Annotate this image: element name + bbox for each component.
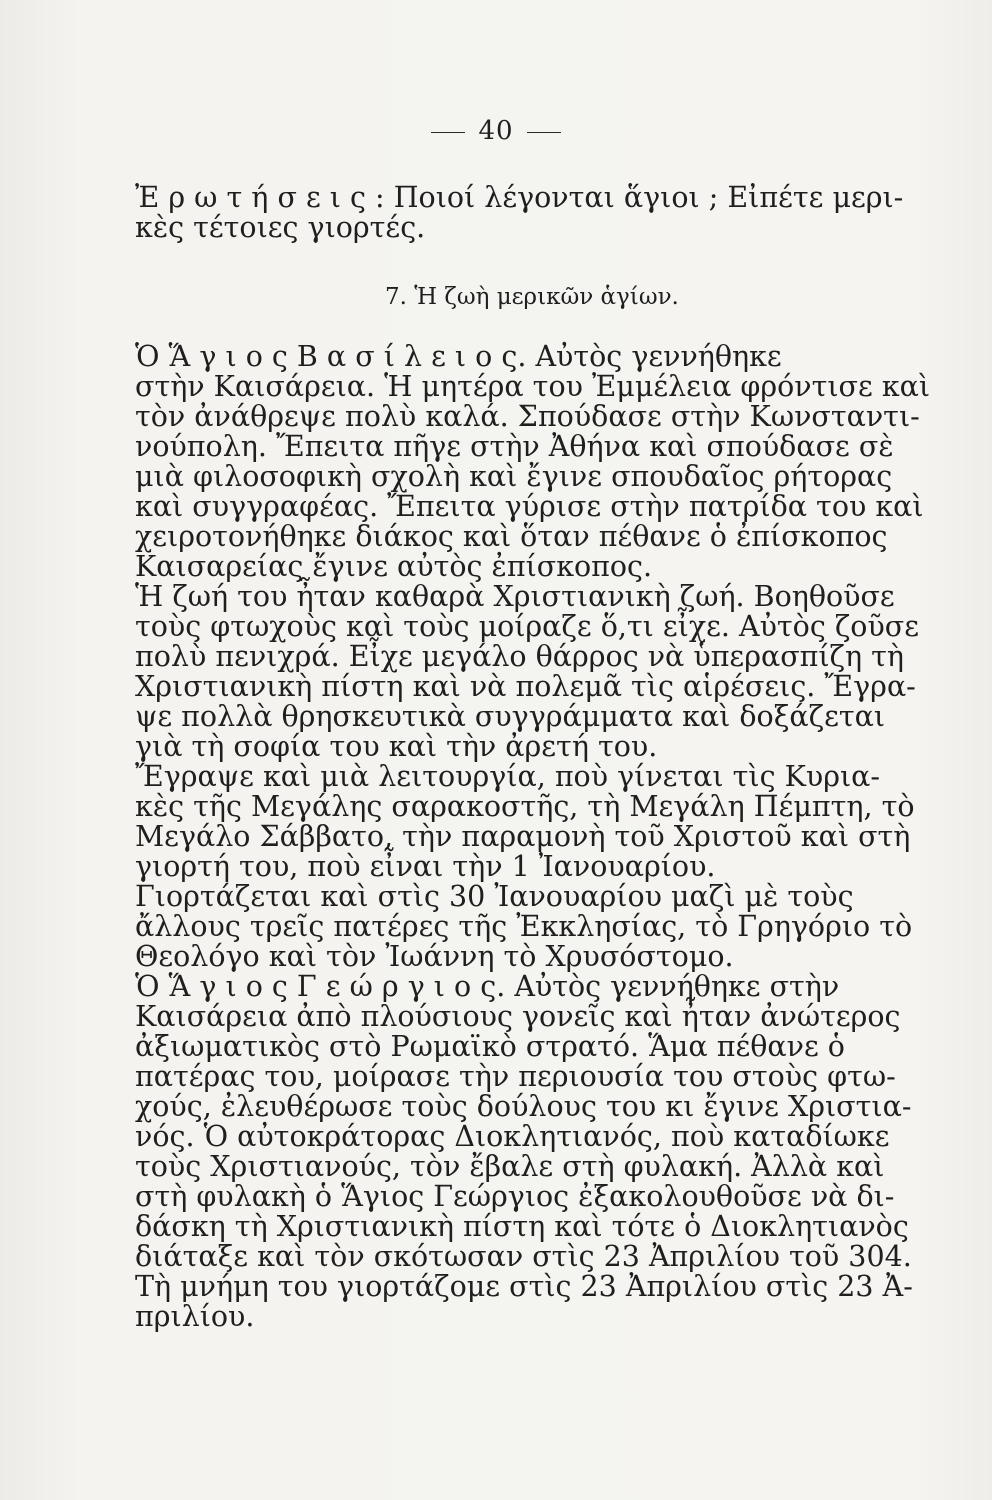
text-line: νός. Ὁ αὐτοκράτορας Διοκλητιανός, ποὺ καταδίωκε bbox=[135, 1120, 890, 1153]
text-line: Ὁ Ἅ γ ι ο ς Β α σ ί λ ε ι ο ς. Αὐτὸς γεννήθηκε bbox=[135, 340, 782, 373]
text-line: Ὁ Ἅ γ ι ο ς Γ ε ώ ρ γ ι ο ς. Αὐτὸς γεννήθηκε στὴν bbox=[135, 970, 840, 1003]
text-line: Ἡ ζωή του ἦταν καθαρὰ Χριστιανικὴ ζωή. Βοηθοῦσε bbox=[135, 580, 895, 613]
text-line: Τὴ μνήμη του γιορτάζομε στὶς 23 Ἀπριλίου στὶς 23 Ἀ- bbox=[135, 1270, 913, 1303]
questions-paragraph bbox=[135, 183, 965, 243]
body-text bbox=[135, 342, 965, 1332]
text-line: κὲς τῆς Μεγάλης σαρακοστῆς, τὴ Μεγάλη Πέμπτη, τὸ bbox=[135, 790, 915, 823]
page-number bbox=[0, 116, 992, 146]
text-line: γιὰ τὴ σοφία του καὶ τὴν ἀρετή του. bbox=[135, 730, 658, 763]
text-line: χειροτονήθηκε διάκος καὶ ὅταν πέθανε ὁ ἐπίσκοπος bbox=[135, 520, 888, 553]
text-line: δάσκη τὴ Χριστιανικὴ πίστη καὶ τότε ὁ Διοκλητιανὸς bbox=[135, 1210, 909, 1243]
text-line: Μεγάλο Σάββατο, τὴν παραμονὴ τοῦ Χριστοῦ καὶ στὴ bbox=[135, 820, 911, 853]
text-line: μιὰ φιλοσοφικὴ σχολὴ καὶ ἔγινε σπουδαῖος ρήτορας bbox=[135, 460, 893, 493]
text-line: νούπολη. Ἔπειτα πῆγε στὴν Ἀθήνα καὶ σπούδασε σὲ bbox=[135, 430, 894, 463]
text-line: καὶ συγγραφέας. Ἔπειτα γύρισε στὴν πατρίδα του καὶ bbox=[135, 490, 924, 523]
text-line: στὴν Καισάρεια. Ἡ μητέρα του Ἐμμέλεια φρόντισε καὶ bbox=[135, 370, 931, 403]
text-line: Θεολόγο καὶ τὸν Ἰωάννη τὸ Χρυσόστομο. bbox=[135, 940, 734, 973]
page-number-dash-right bbox=[527, 132, 561, 133]
text-line: ἀξιωματικὸς στὸ Ρωμαϊκὸ στρατό. Ἅμα πέθανε ὁ bbox=[135, 1030, 845, 1063]
text-line: χούς, ἐλευθέρωσε τοὺς δούλους του κι ἔγινε Χριστια- bbox=[135, 1090, 912, 1123]
text-line: τὸν ἀνάθρεψε πολὺ καλά. Σπούδασε στὴν Κωνσταντι- bbox=[135, 400, 920, 433]
page-number-value: 40 bbox=[478, 116, 514, 146]
text-line: ἄλλους τρεῖς πατέρες τῆς Ἐκκλησίας, τὸ Γρηγόριο τὸ bbox=[135, 910, 913, 943]
text-line: Ἔγραψε καὶ μιὰ λειτουργία, ποὺ γίνεται τὶς Κυρια- bbox=[135, 760, 881, 793]
section-heading: 7. Ἡ ζωὴ μερικῶν ἁγίων. bbox=[385, 284, 679, 310]
page-number-dash-left bbox=[431, 132, 465, 133]
text-line: Καισάρεια ἀπὸ πλούσιους γονεῖς καὶ ἦταν ἀνώτερος bbox=[135, 1000, 901, 1033]
text-line: πατέρας του, μοίρασε τὴν περιουσία του στοὺς φτω- bbox=[135, 1060, 896, 1093]
text-line: πριλίου. bbox=[135, 1300, 255, 1333]
text-line: Χριστιανικὴ πίστη καὶ νὰ πολεμᾶ τὶς αἱρέσεις. Ἔγρα- bbox=[135, 670, 916, 703]
text-line: στὴ φυλακὴ ὁ Ἅγιος Γεώργιος ἐξακολουθοῦσε νὰ δι- bbox=[135, 1180, 895, 1213]
text-line: πολὺ πενιχρά. Εἶχε μεγάλο θάρρος νὰ ὑπερασπίζη τὴ bbox=[135, 640, 904, 673]
questions-line: κὲς τέτοιες γιορτές. bbox=[135, 211, 426, 244]
text-line: ψε πολλὰ θρησκευτικὰ συγγράμματα καὶ δοξάζεται bbox=[135, 700, 886, 733]
text-line: Γιορτάζεται καὶ στὶς 30 Ἰανουαρίου μαζὶ μὲ τοὺς bbox=[135, 880, 854, 913]
text-line: τοὺς φτωχοὺς καὶ τοὺς μοίραζε ὅ,τι εἶχε. Αὐτὸς ζοῦσε bbox=[135, 610, 920, 643]
text-line: γιορτή του, ποὺ εἶναι τὴν 1 Ἰανουαρίου. bbox=[135, 850, 716, 883]
text-line: Καισαρείας ἔγινε αὐτὸς ἐπίσκοπος. bbox=[135, 550, 653, 583]
questions-line: Ἐ ρ ω τ ή σ ε ι ς : Ποιοί λέγονται ἅγιοι ; Εἰπέτε μερι- bbox=[135, 181, 904, 214]
text-line: τοὺς Χριστιανούς, τὸν ἔβαλε στὴ φυλακή. Ἀλλὰ καὶ bbox=[135, 1150, 885, 1183]
text-line: διάταξε καὶ τὸν σκότωσαν στὶς 23 Ἀπριλίου τοῦ 304. bbox=[135, 1240, 912, 1273]
